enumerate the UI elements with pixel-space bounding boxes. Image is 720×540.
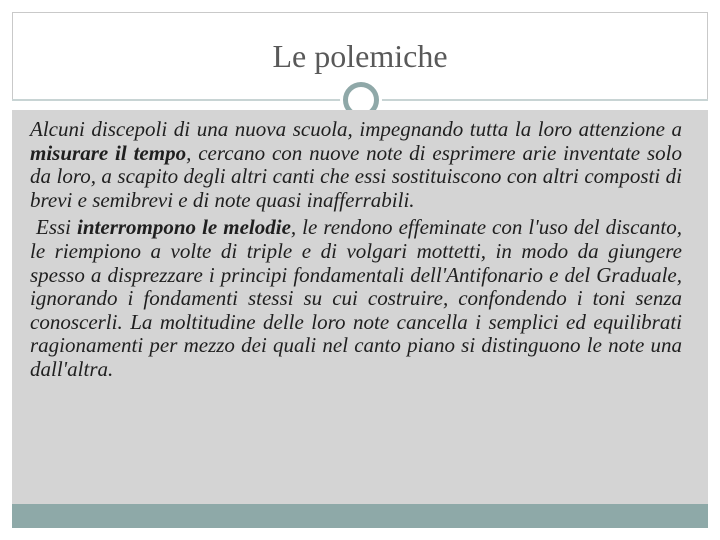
paragraph-1 [30,118,682,212]
paragraph-2-before: Essi [36,215,78,240]
body-text [30,118,682,382]
paragraph-2-after: , le rendono effeminate con l'uso del discanto, le riempiono a volte di triple e di volgari mottetti, in modo da giungere spesso a disprezzare i principi fondamentali dell'Antifonario e del Graduale, ignorando i fondamenti stessi su cui costruire, confondendo i toni senza conoscerli. La moltitudine delle loro note cancella i semplici ed equilibrati ragionamenti per mezzo dei quali nel canto piano si distinguono le note una dall'altra. [30,215,682,381]
title-divider-left [12,99,342,101]
paragraph-1-emphasis: misurare il tempo [30,140,187,165]
paragraph-1-after: , cercano con nuove note di esprimere arie inventate solo da loro, a scapito degli altri canti che essi sostituiscono con altri composti di brevi e semibrevi e di note quasi inafferrabili. [30,140,682,212]
paragraph-2 [30,216,682,381]
paragraph-2-emphasis: interrompono le melodie [77,215,291,240]
title-divider-right [380,99,708,101]
footer-bar [12,504,708,528]
paragraph-1-before: Alcuni discepoli di una nuova scuola, impegnando tutta la loro attenzione a [30,117,682,141]
slide-title: Le polemiche [272,38,448,74]
